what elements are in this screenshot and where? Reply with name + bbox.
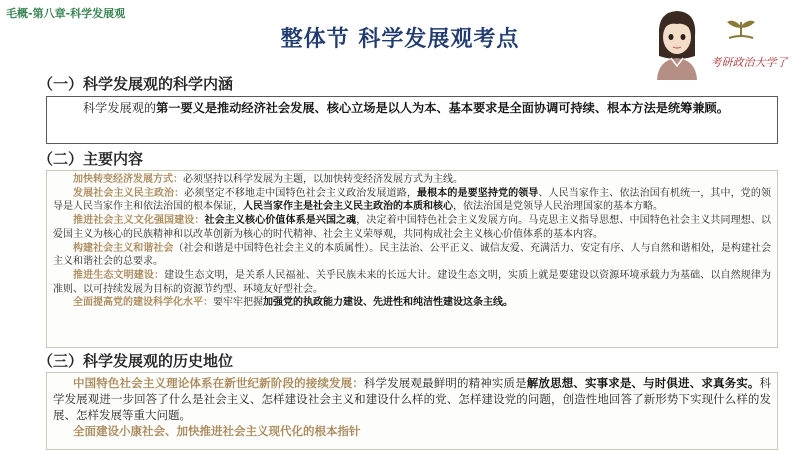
content-ecology: 推进生态文明建设：建设生态文明，是关系人民福祉、关乎民族未来的长远大计。建设生态文明，实质上就是要建设以资源环境承载力为基础、以自然规律为准则、以可持续发展为目标的资源节约型、环境友好型社会。 bbox=[53, 269, 772, 295]
section-heading-1: （一）科学发展观的科学内涵 bbox=[38, 75, 234, 93]
content-party-building: 全面提高党的建设科学化水平：要牢牢把握加强党的执政能力建设、先进性和纯洁性建设这条主线。 bbox=[73, 297, 513, 309]
content-harmony: 构建社会主义和谐社会（社会和谐是中国特色社会主义的本质属性）。民主法治、公平正义、诚信友爱、充满活力、安定有序、人与自然和谐相处，是构建社会主义和谐社会的总要求。 bbox=[53, 242, 772, 268]
section3-box bbox=[46, 372, 778, 450]
section-heading-3: （三）科学发展观的历史地位 bbox=[38, 352, 234, 370]
content-culture: 推进社会主义文化强国建设：社会主义核心价值体系是兴国之魂，决定着中国特色社会主义发展方向。马克思主义指导思想、中国特色社会主义共同理想、以爱国主义为核心的民族精神和以改革创新为核心的时代精神、社会主义荣辱观，共同构成社会主义核心价值体系的基本内容。 bbox=[53, 215, 772, 240]
logo bbox=[645, 4, 795, 80]
content-economy: 加快转变经济发展方式：必须坚持以科学发展为主题，以加快转变经济发展方式为主线。 bbox=[73, 174, 463, 185]
plant-emblem-icon bbox=[727, 21, 755, 38]
avatar bbox=[657, 11, 697, 80]
page-title: 整体节 科学发展观考点 bbox=[280, 27, 520, 52]
history-guideline: 全面建设小康社会、加快推进社会主义现代化的根本指针 bbox=[73, 424, 361, 438]
history-continuation: 中国特色社会主义理论体系在新世纪新阶段的接续发展：科学发展观最鲜明的精神实质是解放思想、实事求是、与时俱进、求真务实。科学发展观进一步回答了什么是社会主义、怎样建设社会主义和建设什么样的党、怎样建设党的问题，创造性地回答了新形势下实现什么样的发展、怎样发展等重大问题。 bbox=[53, 376, 772, 422]
content-democracy: 发展社会主义民主政治：必须坚定不移地走中国特色社会主义政治发展道路，最根本的是要坚持党的领导、人民当家作主、依法治国有机统一，其中，党的领导是人民当家作主和依法治国的根本保证，人民当家作主是社会主义民主政治的本质和核心，依法治国是党领导人民治理国家的基本方略。 bbox=[53, 187, 772, 213]
logo-text: 考研政治大学了 bbox=[710, 56, 788, 69]
section1-box bbox=[46, 96, 778, 144]
breadcrumb: 毛概-第八章-科学发展观 bbox=[6, 7, 126, 20]
section-heading-2: （二）主要内容 bbox=[38, 150, 144, 168]
section2-box bbox=[46, 170, 778, 348]
section1-text: 科学发展观的第一要义是推动经济社会发展、核心立场是以人为本、基本要求是全面协调可持续、根本方法是统筹兼顾。 bbox=[83, 101, 729, 115]
